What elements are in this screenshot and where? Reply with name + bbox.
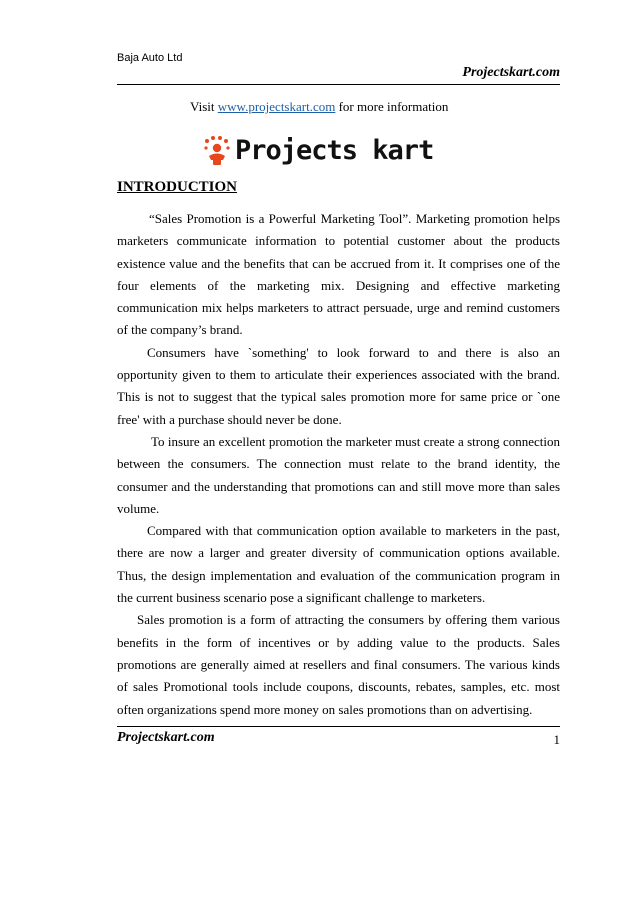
body-text: [117, 208, 560, 721]
footer-site: Projectskart.com: [117, 730, 215, 745]
paragraph-2: Consumers have `something' to look forward to and there is also an opportunity given to them to articulate their experiences associated with the brand. This is not to suggest that the typical sales promotion more for same price or `one free' with a purchase should never be done.: [117, 344, 560, 427]
header-company: Baja Auto Ltd: [117, 52, 183, 64]
projects-kart-logo: [203, 135, 433, 166]
visit-link[interactable]: www.projectskart.com: [217, 99, 336, 114]
paragraph-4: Compared with that communication option available to marketers in the past, there are now a larger and greater diversity of communication options available. Thus, the design implementation and evaluation of the communication program in the current business scenario pose a significant challenge to marketers.: [117, 523, 560, 606]
paragraph-1: “Sales Promotion is a Powerful Marketing Tool”. Marketing promotion helps marketers communicate information to potential customer about the products existence value and the benefits that can be accrued from it. It comprises one of the four elements of the marketing mix. Designing and effective marketing communication mix helps marketers to attract persuade, urge and remind customers of the company’s brand.: [117, 211, 560, 338]
section-heading: INTRODUCTION: [117, 179, 238, 195]
header-divider: [117, 84, 560, 85]
paragraph-5: Sales promotion is a form of attracting the consumers by offering them various benefits in the form of incentives or by adding value to the products. Sales promotions are generally aimed at resellers and final consumers. The various kinds of sales Promotional tools include coupons, discounts, rebates, samples, etc. most often organizations spend more money on sales promotions than on advertising.: [117, 612, 560, 717]
visit-prefix: Visit: [190, 99, 218, 114]
page-number: 1: [553, 732, 560, 747]
footer-divider: [117, 726, 560, 727]
paragraph-3: To insure an excellent promotion the marketer must create a strong connection between the consumers. The connection must relate to the brand identity, the consumer and the understanding that promotions can and still move more than sales volume.: [117, 433, 560, 516]
visit-line: [190, 99, 448, 115]
logo-text: Projects kart: [235, 135, 434, 166]
person-logo-icon: [203, 136, 231, 166]
header-site: Projectskart.com: [462, 65, 560, 80]
visit-suffix: for more information: [335, 99, 449, 114]
